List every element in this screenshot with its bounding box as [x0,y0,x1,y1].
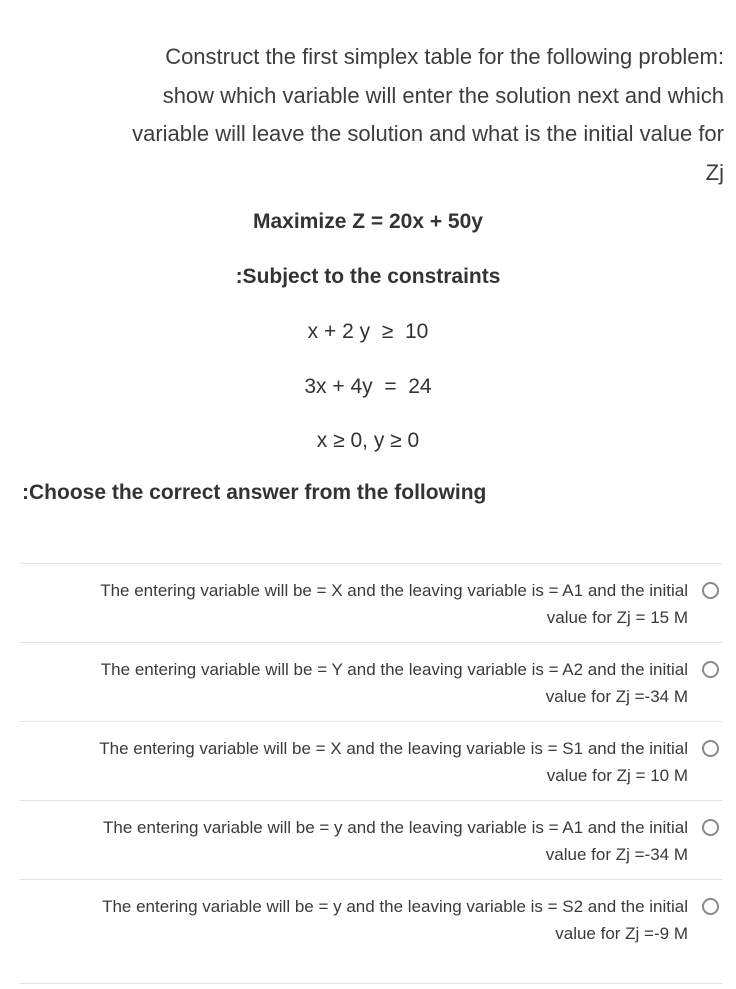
radio-button[interactable] [702,740,719,757]
answer-option[interactable] [20,642,722,721]
answer-option[interactable] [20,563,722,642]
radio-button[interactable] [702,898,719,915]
answer-option-text: The entering variable will be = y and the leaving variable is = A1 and the initial value for Zj =-34 M [103,818,688,864]
radio-button[interactable] [702,819,719,836]
answer-option[interactable] [20,800,722,879]
answer-option-text: The entering variable will be = X and the leaving variable is = A1 and the initial value for Zj = 15 M [100,581,688,627]
non-negativity-constraint: x ≥ 0, y ≥ 0 [316,429,420,452]
answer-option-text: The entering variable will be = y and the leaving variable is = S2 and the initial value for Zj =-9 M [102,897,688,943]
objective-function: Maximize Z = 20x + 50y [253,210,483,233]
radio-button[interactable] [702,582,719,599]
answer-option[interactable] [20,721,722,800]
question-text [30,38,724,192]
constraints-heading: :Subject to the constraints [235,265,501,288]
question-line: Zj [705,159,724,185]
constraint-1: x + 2 y ≥ 10 [307,320,429,343]
answer-instruction: :Choose the correct answer from the following [22,481,487,504]
answer-options [20,563,722,958]
bottom-divider [20,983,722,984]
answer-option[interactable] [20,879,722,958]
constraint-2: 3x + 4y = 24 [304,375,432,398]
answer-option-text: The entering variable will be = Y and the leaving variable is = A2 and the initial value for Zj =-34 M [100,660,688,706]
radio-button[interactable] [702,661,719,678]
answer-option-text: The entering variable will be = X and the leaving variable is = S1 and the initial value for Zj = 10 M [99,739,688,785]
question-line: Construct the first simplex table for the following problem: [165,44,724,69]
question-line: show which variable will enter the solution next and which [162,82,724,108]
question-line: variable will leave the solution and what is the initial value for [132,121,724,146]
